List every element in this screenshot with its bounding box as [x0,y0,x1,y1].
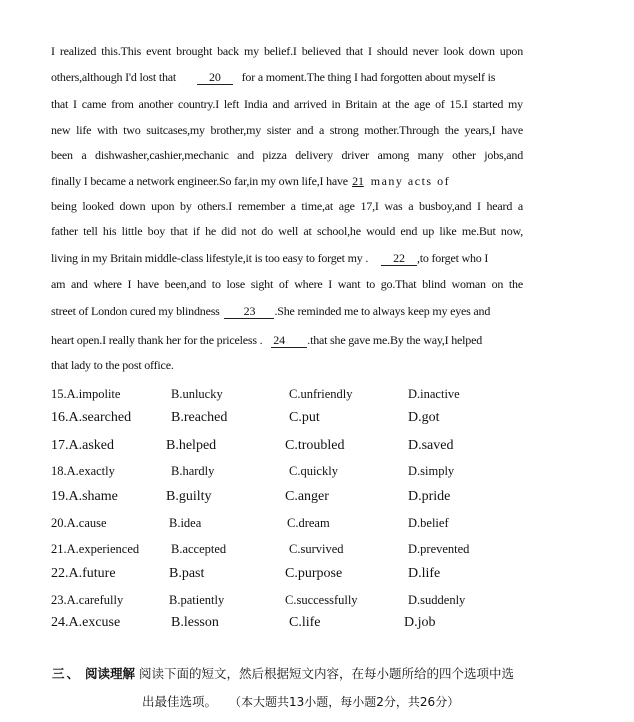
section-heading [52,665,532,683]
passage-line-4: new life with two suitcases,my brother,my sister and a strong mother.Through the years,I have [51,123,523,137]
option-c: C.troubled [285,438,345,453]
option-a: 15.A.impolite [51,387,121,401]
option-d: D.life [408,566,441,581]
passage-line-10: am and where I have been,and to lose sight of where I want to go.That blind woman on the [51,277,523,291]
passage-line-11 [51,303,523,319]
option-b: B.guilty [166,489,212,504]
option-a: 23.A.carefully [51,593,124,607]
option-b: B.lesson [171,615,219,630]
section-title: 阅读理解 [85,666,136,681]
option-c: C.quickly [289,464,338,478]
option-d: D.inactive [408,387,460,401]
section-instruction-line-2 [142,692,459,710]
option-d: D.saved [408,438,454,453]
passage-line-1: I realized this.This event brought back my belief.I believed that I should never look down upon [51,44,523,58]
option-a: 22.A.future [51,566,116,581]
option-row [51,516,571,536]
blank-22: 22 [381,252,417,266]
passage-text: others,although I'd lost that [51,70,177,84]
option-a: 16.A.searched [51,410,132,425]
passage-line-7: being looked down upon by others.I remember a time,at age 17,I was a busboy,and I heard a [51,199,523,213]
option-c: C.purpose [285,566,343,581]
option-row [51,593,571,613]
option-row [51,387,571,407]
option-c: C.life [289,615,321,630]
option-a: 18.A.exactly [51,464,115,478]
passage-text: for a moment.The thing I had forgotten about myself is [241,70,496,84]
option-c: C.dream [287,516,330,530]
option-d: D.suddenly [408,593,466,607]
passage-text: finally I became a network engineer.So far,in my own life,I have [51,174,348,188]
passage-text: living in my Britain middle-class lifestyle,it is too easy to forget my . [51,251,369,265]
passage-text: ,to forget who I [416,251,489,265]
option-a: 21.A.experienced [51,542,140,556]
passage-line-8: father tell his little boy that if he did not do well at school,he would end up like me.But now, [51,224,523,238]
option-d: D.prevented [408,542,470,556]
passage-text: many acts of [370,174,451,188]
option-c: C.unfriendly [289,387,353,401]
option-b: B.accepted [171,542,227,556]
option-row [51,438,571,458]
option-c: C.survived [289,542,344,556]
option-a: 19.A.shame [51,489,118,504]
option-row [51,489,571,509]
passage-text: heart open.I really thank her for the priceless . [51,333,263,347]
option-row [51,410,571,430]
passage-line-9 [51,250,523,266]
passage-line-2 [51,69,523,85]
section-instruction: 阅读下面的短文，然后根据短文内容，在每小题所给的四个选项中选 [139,666,515,681]
blank-20: 20 [197,71,233,85]
option-a: 17.A.asked [51,438,114,453]
section-meta: （本大题共13小题，每小题2分，共26分） [235,695,460,709]
blank-24: 24 [271,334,307,348]
option-c: C.successfully [285,593,358,607]
option-row [51,566,571,586]
passage-text: .She reminded me to always keep my eyes and [274,304,491,318]
option-row [51,542,571,562]
option-a: 24.A.excuse [51,615,121,630]
option-row [51,464,571,484]
option-d: D.belief [408,516,449,530]
passage-text: .that she gave me.By the way,I helped [307,333,483,347]
blank-21: 21 [352,174,364,188]
option-b: B.helped [166,438,217,453]
option-d: D.got [408,410,440,425]
passage-line-3: that I came from another country.I left India and arrived in Britain at the age of 15.I started my [51,97,523,111]
passage-line-13: that lady to the post office. [51,358,174,372]
option-b: B.unlucky [171,387,223,401]
passage-text: street of London cured my blindness [51,304,220,318]
option-row [51,615,571,635]
option-d: D.simply [408,464,455,478]
option-d: D.pride [408,489,451,504]
option-d: D.job [404,615,436,630]
section-number: 三、 [52,666,82,681]
option-b: B.idea [169,516,202,530]
option-b: B.hardly [171,464,215,478]
passage-line-5: been a dishwasher,cashier,mechanic and pizza delivery driver among many other jobs,and [51,148,523,162]
option-c: C.put [289,410,320,425]
option-b: B.past [169,566,205,581]
passage-line-6 [51,173,523,189]
section-instruction-cont: 出最佳选项。 [142,694,218,709]
passage-line-12 [51,332,523,348]
blank-23: 23 [224,305,274,319]
option-c: C.anger [285,489,329,504]
option-a: 20.A.cause [51,516,107,530]
option-b: B.patiently [169,593,225,607]
option-b: B.reached [171,410,228,425]
